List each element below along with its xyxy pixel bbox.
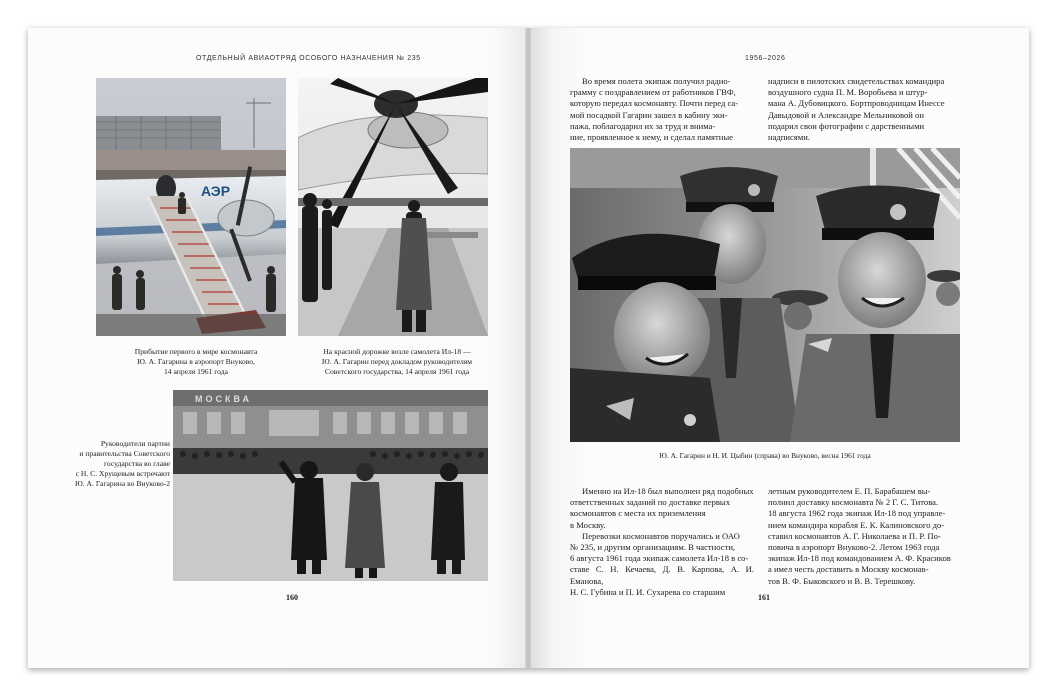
text-line: Перевозки космонавтов поручались и ОАО xyxy=(582,530,740,541)
photo-red-carpet-image xyxy=(298,78,488,336)
caption-line: На красной дорожке возле самолета Ил-18 — xyxy=(323,347,471,356)
photo-leaders-meeting-image xyxy=(173,390,488,581)
photo-gagarin-tsybin xyxy=(570,148,960,442)
top-paragraph-col1 xyxy=(570,76,754,143)
text-line: надписи в пилотских свидетельствах командира xyxy=(768,76,945,86)
text-line: 6 августа 1961 года экипаж самолета Ил-18 в со- xyxy=(570,553,749,564)
caption-line: с Н. С. Хрущевым встречают xyxy=(75,469,170,478)
terminal-sign-text: МОСКВА xyxy=(195,394,253,404)
text-line: Именно на Ил-18 был выполнен ряд подобных xyxy=(582,486,754,496)
caption-red-carpet xyxy=(302,347,492,377)
right-page-number: 161 xyxy=(758,593,770,602)
photo-leaders-meeting xyxy=(173,390,488,581)
caption-line: Ю. А. Гагарина во Внуково-2 xyxy=(74,479,170,488)
text-line: полнил доставку космонавта № 2 Г. С. Титова. xyxy=(768,497,939,508)
text-line: космонавтов с места их приземления xyxy=(570,508,706,519)
caption-gagarin-tsybin: Ю. А. Гагарин и Н. И. Цыбин (справа) во Внуково, весна 1961 года xyxy=(659,451,871,460)
text-line: Давыдовой и Александре Мельниковой он xyxy=(768,109,924,120)
text-line: ние, проявленное к нему, и сделал памятные xyxy=(570,132,733,143)
caption-line: 14 апреля 1961 года xyxy=(164,367,228,376)
text-line: подарил свои фотографии с дарственными xyxy=(768,120,925,131)
text-line: ставе С. Н. Кечаева, Д. В. Карпова, А. И. Еманова, xyxy=(570,564,754,586)
text-line: воздушного судна П. М. Воробьева и штур- xyxy=(768,87,928,98)
top-paragraph-col2 xyxy=(768,76,962,143)
text-line: грамму с поздравлением от работников ГВФ, xyxy=(570,87,736,98)
caption-line: и правительства Советского xyxy=(79,449,170,458)
text-line: Во время полета экипаж получил радио- xyxy=(582,76,731,86)
caption-line: Советского государства, 14 апреля 1961 года xyxy=(324,367,470,376)
caption-airport-arrival xyxy=(106,347,286,377)
bottom-col2 xyxy=(768,486,962,587)
text-line: а имел честь доставить в Москву космонав- xyxy=(768,564,929,575)
text-line: 18 августа 1962 года экипаж Ил-18 под управле- xyxy=(768,508,946,519)
right-running-head: 1956–2026 xyxy=(745,55,786,62)
caption-line: Прибытие первого в мире космонавта xyxy=(134,347,258,356)
left-running-head: ОТДЕЛЬНЫЙ АВИАОТРЯД ОСОБОГО НАЗНАЧЕНИЯ № 235 xyxy=(196,55,421,62)
photo-airport-arrival xyxy=(96,78,286,336)
text-line: в Москву. xyxy=(570,519,606,530)
caption-leaders-meeting xyxy=(62,439,170,489)
text-line: повича в аэропорт Внуково-2. Летом 1963 года xyxy=(768,542,940,553)
bottom-col1 xyxy=(570,486,754,598)
book-spread xyxy=(28,28,1029,668)
caption-line: Руководители партии xyxy=(100,439,170,448)
caption-line: государства во главе xyxy=(103,459,170,468)
photo-airport-arrival-image xyxy=(96,78,286,336)
caption-line: Ю. А. Гагарин перед докладом руководителям xyxy=(321,357,473,366)
text-line: экипаж Ил-18 под командованием А. Ф. Красиков xyxy=(768,553,951,564)
text-line: мана А. Дубовицкого. Бортпроводницам Инессе xyxy=(768,98,945,109)
photo-gagarin-tsybin-image xyxy=(570,148,960,442)
text-line: № 235, и другим организациям. В частности, xyxy=(570,542,736,553)
photo-red-carpet xyxy=(298,78,488,336)
text-line: тов В. Ф. Быковского и В. В. Терешкову. xyxy=(768,575,916,586)
aircraft-livery-text: АЭР xyxy=(201,183,231,199)
text-line: ответственных заданий по доставке первых xyxy=(570,497,731,508)
text-line: пажа, поблагодарил их за труд и внима- xyxy=(570,120,716,131)
text-line: мой посадкой Гагарин зашел в кабину эки- xyxy=(570,109,728,120)
caption-line: Ю. А. Гагарина в аэропорт Внуково, xyxy=(137,357,255,366)
text-line: нием командира корабля Е. К. Калиновского до- xyxy=(768,519,945,530)
text-line: Н. С. Губина и П. И. Сухарева со старшим xyxy=(570,586,726,597)
text-line: надписями. xyxy=(768,132,810,143)
text-line: которую передал космонавту. Почти перед са- xyxy=(570,98,739,109)
book-gutter xyxy=(525,28,531,668)
left-page-number: 160 xyxy=(286,593,298,602)
text-line: ставил космонавтов А. Г. Николаева и П. Р. По- xyxy=(768,530,941,541)
text-line: летным руководителем Е. П. Барабашем вы- xyxy=(768,486,931,496)
